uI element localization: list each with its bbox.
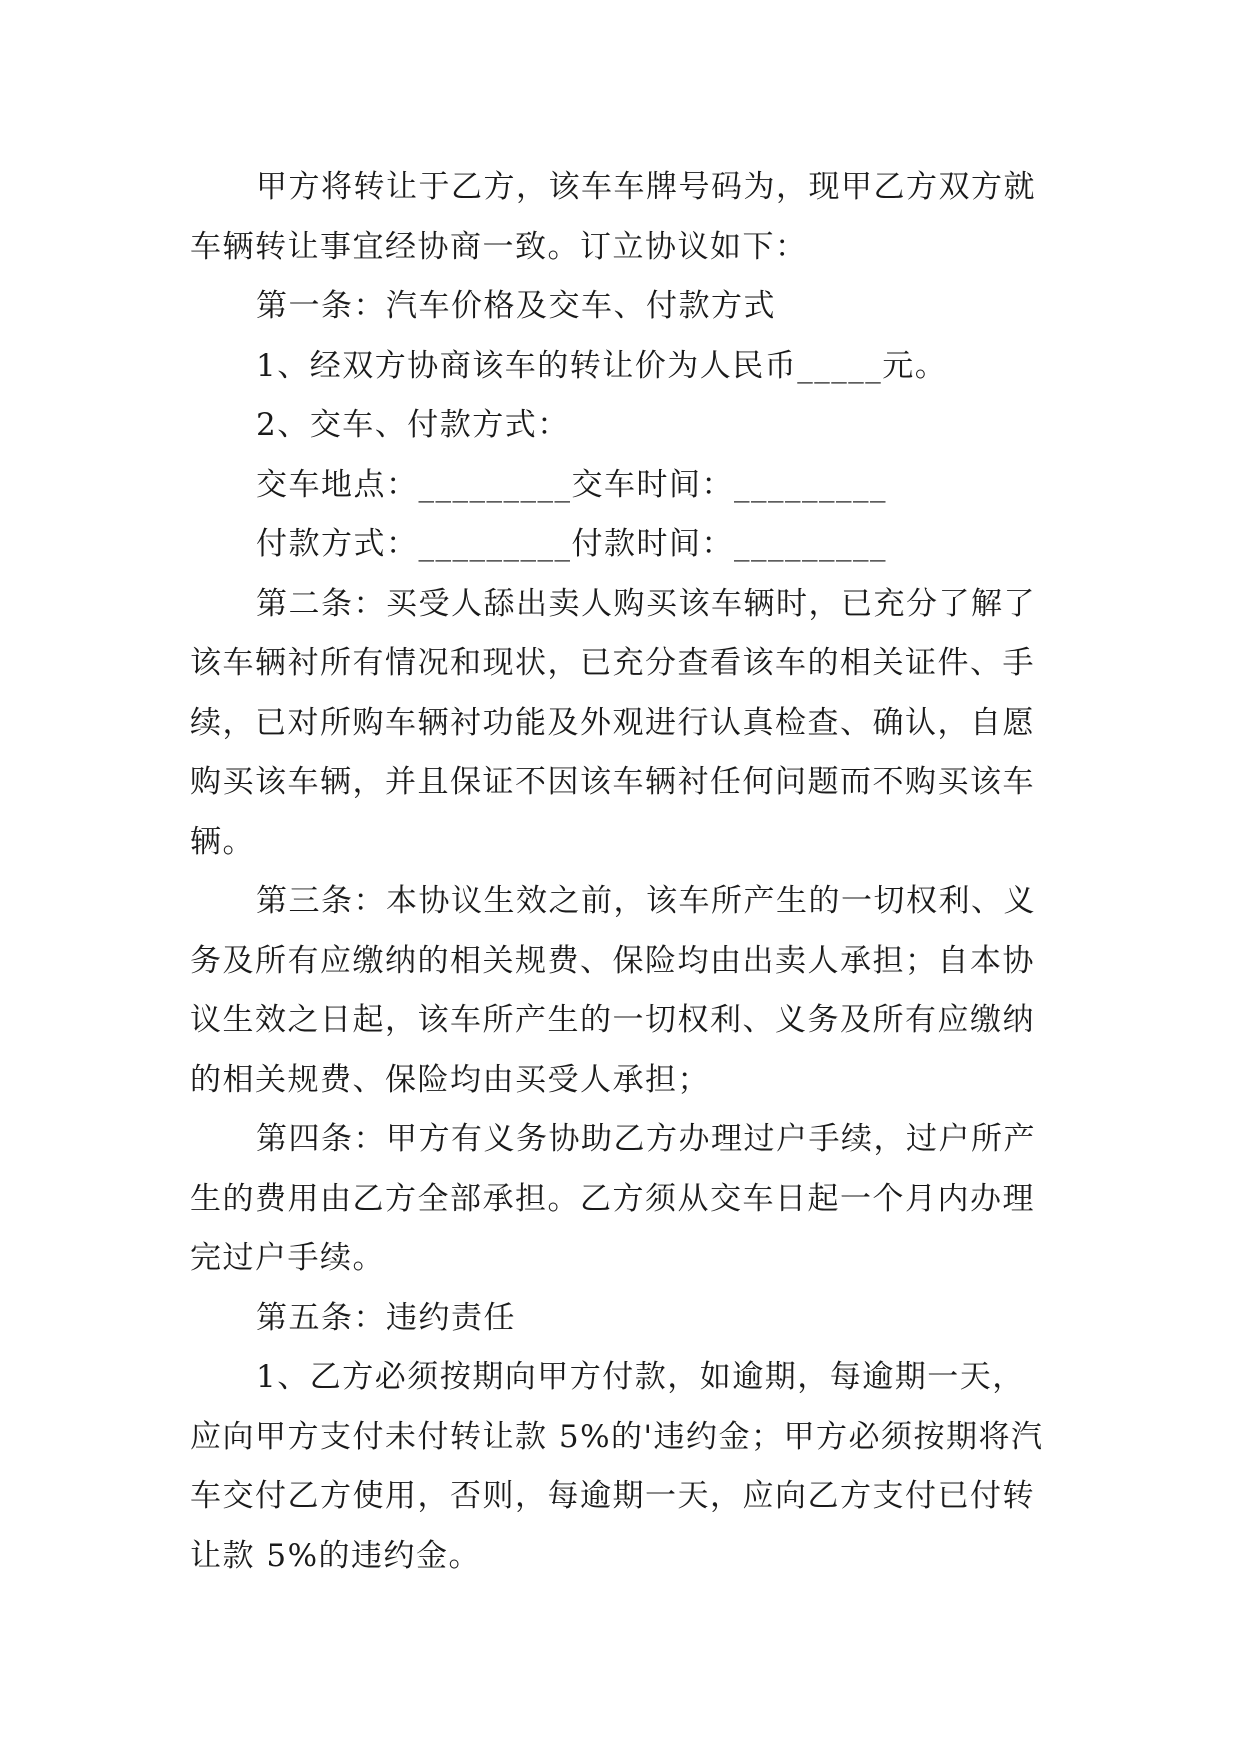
- paragraph-intro-line-2: 车辆转让事宜经协商一致。订立协议如下：: [190, 229, 808, 265]
- article-4-line-1: 第四条：甲方有义务协助乙方办理过户手续，过户所产: [256, 1121, 1036, 1157]
- article-3-line-4: 的相关规费、保险均由买受人承担；: [190, 1062, 710, 1098]
- article-5-item-1-line-3: 车交付乙方使用，否则，每逾期一天，应向乙方支付已付转: [190, 1478, 1035, 1514]
- article-1-item-1: 1、经双方协商该车的转让价为人民币_____元。: [256, 348, 948, 384]
- article-1-heading: 第一条：汽车价格及交车、付款方式: [256, 288, 776, 324]
- article-1-item-2: 2、交车、付款方式：: [256, 407, 570, 443]
- article-5-item-1-line-1: 1、乙方必须按期向甲方付款，如逾期，每逾期一天，: [256, 1359, 1025, 1395]
- article-5-item-1-line-4: 让款 5%的违约金。: [190, 1538, 482, 1574]
- article-2-line-5: 辆。: [190, 824, 255, 860]
- payment-method-time-line: 付款方式：_________付款时间：_________: [256, 526, 887, 562]
- delivery-place-time-line: 交车地点：_________交车时间：_________: [256, 467, 887, 503]
- article-2-line-3: 续，已对所购车辆衬功能及外观进行认真检查、确认，自愿: [190, 705, 1035, 741]
- article-3-line-1: 第三条：本协议生效之前，该车所产生的一切权利、义: [256, 883, 1036, 919]
- article-5-item-1-line-2: 应向甲方支付未付转让款 5%的'违约金；甲方必须按期将汽: [190, 1419, 1044, 1455]
- article-2-line-4: 购买该车辆，并且保证不因该车辆衬任何问题而不购买该车: [190, 764, 1035, 800]
- article-5-heading: 第五条：违约责任: [256, 1300, 516, 1336]
- article-3-line-2: 务及所有应缴纳的相关规费、保险均由出卖人承担；自本协: [190, 943, 1035, 979]
- article-3-line-3: 议生效之日起，该车所产生的一切权利、义务及所有应缴纳: [190, 1002, 1035, 1038]
- article-2-line-1: 第二条：买受人舔出卖人购买该车辆时，已充分了解了: [256, 586, 1036, 622]
- article-4-line-3: 完过户手续。: [190, 1240, 385, 1276]
- article-4-line-2: 生的费用由乙方全部承担。乙方须从交车日起一个月内办理: [190, 1181, 1035, 1217]
- article-2-line-2: 该车辆衬所有情况和现状，已充分查看该车的相关证件、手: [190, 645, 1035, 681]
- paragraph-intro-line-1: 甲方将转让于乙方，该车车牌号码为，现甲乙方双方就: [256, 169, 1036, 205]
